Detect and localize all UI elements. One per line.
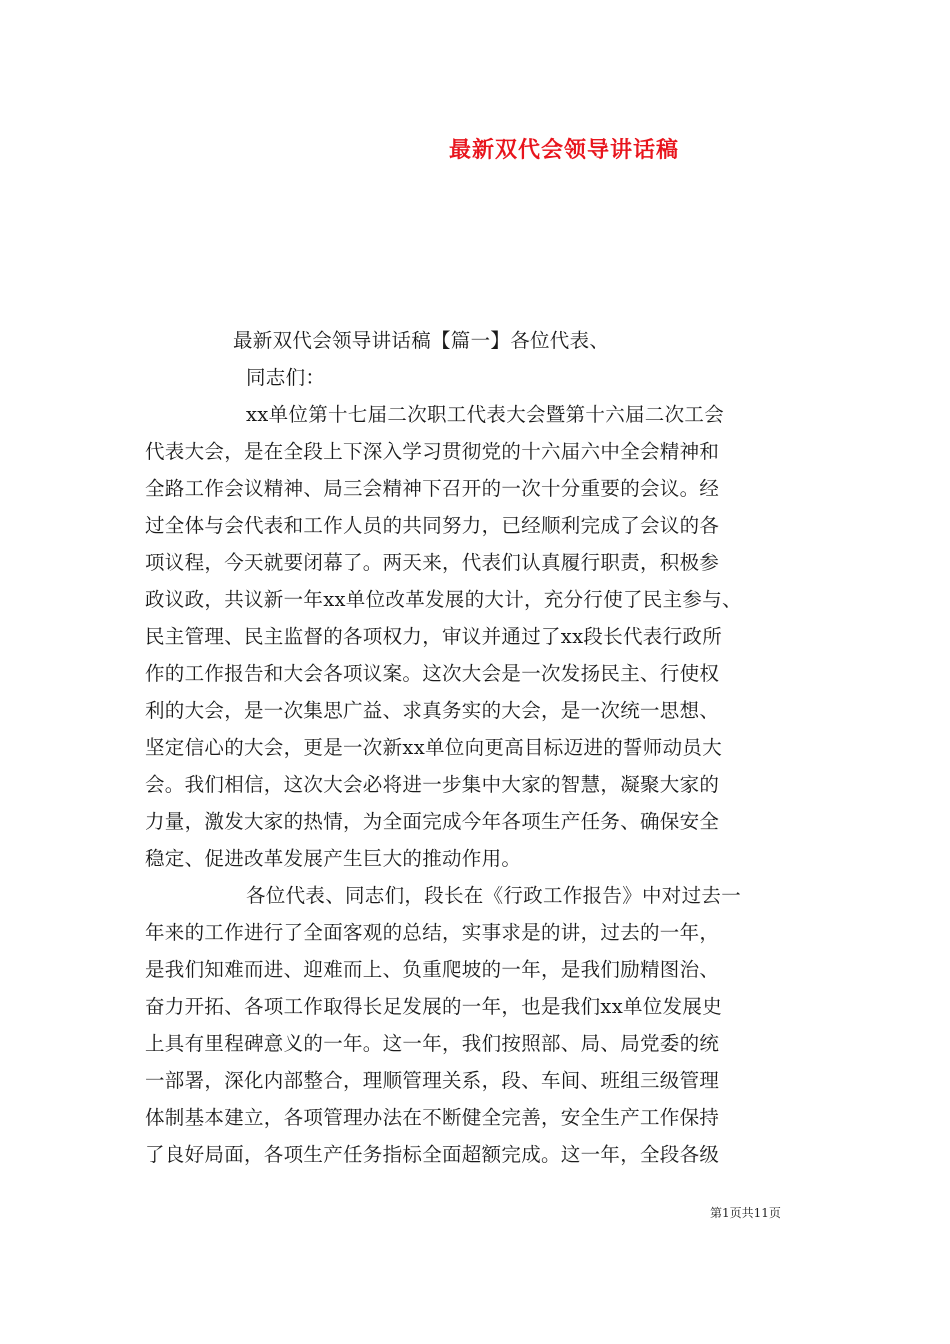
body-line: xx单位第十七届二次职工代表大会暨第十六届二次工会 (246, 403, 724, 426)
body-line: 利的大会，是一次集思广益、求真务实的大会，是一次统一思想、 (145, 699, 720, 722)
body-line: 政议政，共议新一年xx单位改革发展的大计，充分行使了民主参与、 (145, 588, 742, 611)
body-line: 民主管理、民主监督的各项权力，审议并通过了xx段长代表行政所 (145, 625, 722, 648)
body-line: 项议程，今天就要闭幕了。两天来，代表们认真履行职责，积极参 (145, 551, 720, 574)
body-line: 全路工作会议精神、局三会精神下召开的一次十分重要的会议。经 (145, 477, 720, 500)
body-line: 各位代表、同志们，段长在《行政工作报告》中对过去一 (246, 884, 742, 907)
body-line: 同志们： (246, 366, 326, 389)
body-line: 一部署，深化内部整合，理顺管理关系，段、车间、班组三级管理 (145, 1069, 720, 1092)
body-line: 体制基本建立，各项管理办法在不断健全完善，安全生产工作保持 (145, 1106, 720, 1129)
body-line: 会。我们相信，这次大会必将进一步集中大家的智慧，凝聚大家的 (145, 773, 720, 796)
page-number-footer: 第1页共11页 (710, 1206, 781, 1220)
body-line: 最新双代会领导讲话稿【篇一】各位代表、 (233, 329, 610, 352)
body-line: 坚定信心的大会，更是一次新xx单位向更高目标迈进的誓师动员大 (145, 736, 722, 759)
body-line: 年来的工作进行了全面客观的总结，实事求是的讲，过去的一年， (145, 921, 720, 944)
body-line: 力量，激发大家的热情，为全面完成今年各项生产任务、确保安全 (145, 810, 720, 833)
document-body (145, 322, 807, 1173)
body-line: 奋力开拓、各项工作取得长足发展的一年，也是我们xx单位发展史 (145, 995, 722, 1018)
body-line: 作的工作报告和大会各项议案。这次大会是一次发扬民主、行使权 (145, 662, 720, 685)
body-line: 是我们知难而进、迎难而上、负重爬坡的一年，是我们励精图治、 (145, 958, 720, 981)
body-line: 代表大会，是在全段上下深入学习贯彻党的十六届六中全会精神和 (145, 440, 720, 463)
body-line: 稳定、促进改革发展产生巨大的推动作用。 (145, 847, 522, 870)
body-line: 过全体与会代表和工作人员的共同努力，已经顺利完成了会议的各 (145, 514, 720, 537)
body-line: 了良好局面，各项生产任务指标全面超额完成。这一年，全段各级 (145, 1143, 720, 1166)
document-title: 最新双代会领导讲话稿 (449, 137, 680, 163)
body-line: 上具有里程碑意义的一年。这一年，我们按照部、局、局党委的统 (145, 1032, 720, 1055)
